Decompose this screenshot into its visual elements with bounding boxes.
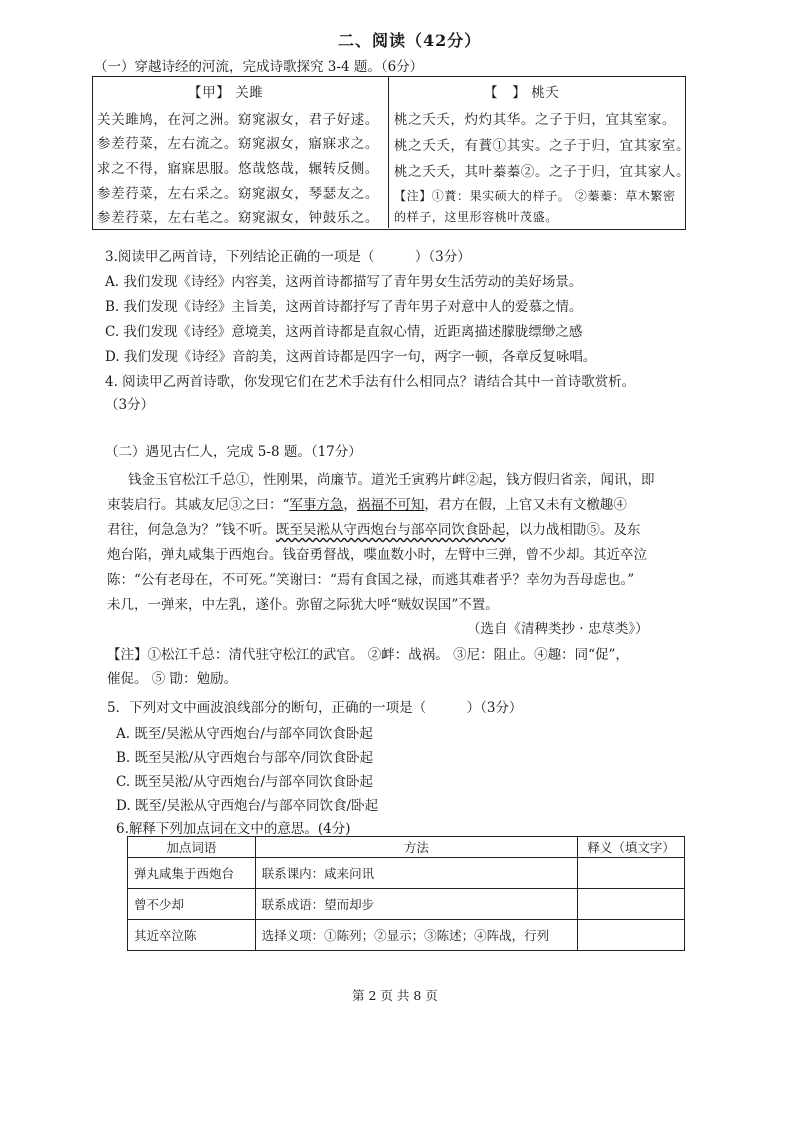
- table-header: 释义（填文字）: [578, 837, 685, 858]
- q5-option-b: B. 既至吴淞/从守西炮台与部卒/同饮食卧起: [116, 750, 374, 766]
- poem-b-line: 桃之夭夭，有蕡①其实。之子于归，宜其家室。: [394, 138, 691, 154]
- table-cell-word: 曾不少却: [128, 889, 256, 920]
- section-title: 二、阅读（42分）: [338, 31, 482, 50]
- passage-line: 束装启行。其戚友尼③之曰：“军事方急，祸福不可知，君方在假，上官又未有文檄趣④: [107, 497, 627, 513]
- table-cell-word: 其近卒泣陈: [128, 920, 256, 951]
- poem-a-line: 参差荇菜，左右采之。窈窕淑女，琴瑟友之。: [97, 186, 379, 202]
- poem-b-line: 桃之夭夭，灼灼其华。之子于归，宜其室家。: [394, 112, 676, 128]
- q3-option-a: A. 我们发现《诗经》内容美，这两首诗都描写了青年男女生活劳动的美好场景。: [105, 274, 583, 290]
- table-cell-method: 联系课内：咸来问讯: [255, 858, 577, 889]
- part1-title: （一）穿越诗经的河流，完成诗歌探究 3-4 题。（6分）: [94, 59, 424, 75]
- passage-source: （选自《清稗类抄 · 忠荩类》）: [467, 621, 649, 637]
- q3-option-b: B. 我们发现《诗经》主旨美，这两首诗都抒写了青年男子对意中人的爱慕之情。: [105, 299, 583, 315]
- poem-a-line: 参差荇菜，左右芼之。窈窕淑女，钟鼓乐之。: [97, 210, 379, 226]
- passage-line: 未几，一弹来，中左乳，遂仆。弥留之际犹大呼“贼奴误国”不置。: [107, 597, 499, 613]
- poem-table-divider: [388, 76, 389, 228]
- passage-line: 炮台陷，弹丸咸集于西炮台。钱奋勇督战，喋血数小时，左臂中三弹，曾不少却。其近卒泣: [107, 547, 647, 563]
- poem-a-title: 【甲】 关雎: [188, 85, 264, 101]
- q5-option-a: A. 既至/吴淞从守西炮台/与部卒同饮食卧起: [116, 726, 373, 742]
- passage-line: 君往，何急急为？”钱不听。既至吴淞从守西炮台与部卒同饮食卧起，以力战相勖⑤。及东: [107, 522, 641, 538]
- poem-b-note: 【注】①蕡：果实硕大的样子。 ②蓁蓁：草木繁密: [394, 189, 676, 203]
- answer-cell[interactable]: [578, 889, 685, 920]
- poem-a-line: 求之不得，寤寐思服。悠哉悠哉，辗转反侧。: [97, 161, 379, 177]
- q6-table: [127, 836, 685, 951]
- q3-stem: 3.阅读甲乙两首诗，下列结论正确的一项是（ ）（3分）: [105, 249, 471, 265]
- q3-option-d: D. 我们发现《诗经》音韵美，这两首诗都是四字一句，两字一顿，各章反复咏唱。: [105, 349, 597, 365]
- q6-stem: 6.解释下列加点词在文中的意思。(4分): [116, 821, 351, 837]
- poem-a-line: 参差荇菜，左右流之。窈窕淑女，寤寐求之。: [97, 136, 379, 152]
- table-cell-word: 弹丸咸集于西炮台: [128, 858, 256, 889]
- q5-option-d: D. 既至/吴淞从守西炮台/与部卒同饮食/卧起: [116, 798, 379, 814]
- q3-option-c: C. 我们发现《诗经》意境美，这两首诗都是直叙心情，近距离描述朦胧缥缈之感: [105, 324, 583, 340]
- wavy-underlined-phrase: 既至吴淞从守西炮台与部卒同饮食卧起: [275, 522, 506, 538]
- q4-score: （3分）: [105, 397, 155, 413]
- table-row: [128, 920, 685, 951]
- poem-b-title: 【 】 桃夭: [484, 85, 560, 101]
- poem-b-note: 的样子，这里形容桃叶茂盛。: [394, 210, 558, 224]
- table-row: [128, 858, 685, 889]
- passage-line: 陈：“公有老母在，不可死。”笑谢曰：“焉有食国之禄，而逃其难者乎？幸勿为吾母虑也。”: [107, 572, 635, 588]
- underlined-phrase: 军事方急: [289, 497, 344, 513]
- poem-a-line: 关关雎鸠，在河之洲。窈窕淑女，君子好逑。: [97, 112, 379, 128]
- table-cell-method: 选择义项：①陈列；②显示；③陈述；④阵战，行列: [255, 920, 577, 951]
- page-number: 第 2 页 共 8 页: [352, 988, 438, 1003]
- q5-option-c: C. 既至吴淞/从守西炮台/与部卒同饮食卧起: [116, 774, 374, 790]
- passage-note: 【注】①松江千总：清代驻守松江的武官。 ②衅：战祸。 ③尼：阻止。④趣：同“促”，: [107, 647, 629, 663]
- table-cell-method: 联系成语：望而却步: [255, 889, 577, 920]
- answer-cell[interactable]: [578, 920, 685, 951]
- table-row: [128, 889, 685, 920]
- table-header: 加点词语: [128, 837, 256, 858]
- passage-line: 钱金玉官松江千总①，性刚果，尚廉节。道光壬寅鸦片衅②起，钱方假归省亲，闻讯，即: [128, 472, 655, 488]
- underlined-phrase: 祸福不可知: [356, 497, 425, 513]
- q5-stem: 5．下列对文中画波浪线部分的断句，正确的一项是（ ）（3分）: [107, 700, 523, 716]
- poem-b-line: 桃之夭夭，其叶蓁蓁②。之子于归，宜其家人。: [394, 164, 691, 180]
- table-header: 方法: [255, 837, 577, 858]
- answer-cell[interactable]: [578, 858, 685, 889]
- table-header-row: [128, 837, 685, 858]
- part2-title: （二）遇见古仁人，完成 5-8 题。（17分）: [105, 444, 362, 460]
- q4-stem: 4. 阅读甲乙两首诗歌，你发现它们在艺术手法有什么相同点？请结合其中一首诗歌赏析。: [105, 374, 636, 390]
- passage-note: 催促。 ⑤ 勖：勉励。: [107, 671, 238, 687]
